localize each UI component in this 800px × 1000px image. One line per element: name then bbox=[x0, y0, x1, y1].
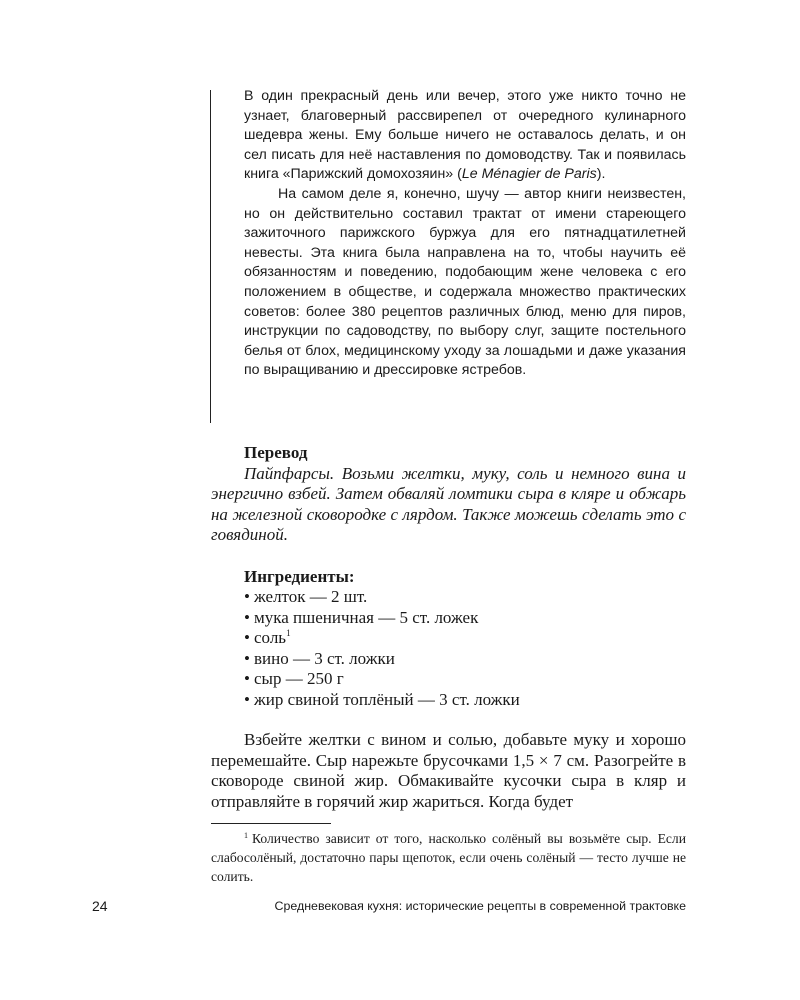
ingredient-item bbox=[244, 608, 686, 629]
ingredient-item bbox=[244, 649, 686, 670]
ingredient-text: желток — 2 шт. bbox=[254, 587, 368, 606]
bullet: • bbox=[244, 689, 250, 709]
footnote-separator bbox=[211, 823, 331, 824]
ingredients-heading: Ингредиенты: bbox=[244, 566, 355, 586]
bullet: • bbox=[244, 669, 250, 688]
ingredient-text: соль bbox=[254, 628, 287, 647]
translation-text: Пайпфарсы. Возьми желтки, муку, соль и немного вина и энергично взбей. Затем обваляй ломтики сыра в кляре и обжарь на железной сковородке с лярдом. Также можешь сделать это с говядиной. bbox=[211, 463, 686, 544]
running-footer-title: Средневековая кухня: исторические рецепты в современной трактовке bbox=[274, 899, 686, 913]
ingredients-list bbox=[211, 587, 686, 710]
ingredient-item bbox=[244, 628, 686, 649]
historical-note-paragraph-2: На самом деле я, конечно, шучу — автор книги неизвестен, но он действительно составил трактат от имени стареющего зажиточного парижского буржуа для его пятнадцатилетней невесты. Эта книга была направлена на то, чтобы научить её обязанностям и поведению, подобающим жене человека с его положением в обществе, и содержала множество практических советов: более 380 рецептов различных блюд, меню для пиров, инструкции по садоводству, по выбору слуг, защите постельного белья от блох, медицинскому уходу за лошадьми и даже указания по выращиванию и дрессировке ястребов. bbox=[244, 185, 686, 379]
footnote-mark: 1 bbox=[244, 831, 248, 840]
ingredient-text: вино — 3 ст. ложки bbox=[254, 648, 395, 668]
ingredient-text: сыр — 250 г bbox=[254, 669, 344, 688]
sidebar-vertical-rule bbox=[210, 90, 211, 423]
ingredient-item bbox=[244, 587, 686, 608]
translation-heading: Перевод bbox=[244, 443, 308, 462]
bullet: • bbox=[244, 628, 250, 647]
book-title-italic: Le Ménagier de Paris bbox=[461, 166, 597, 183]
historical-note-block bbox=[244, 87, 686, 381]
historical-note-paragraph-1 bbox=[244, 87, 686, 185]
footnote-text: Количество зависит от того, насколько солёный вы возьмёте сыр. Если слабосолёный, достаточно пары щепоток, если очень солёный — тесто лучше не солить. bbox=[211, 831, 686, 884]
ingredient-item bbox=[244, 690, 686, 711]
page-number: 24 bbox=[92, 898, 108, 914]
ingredient-item bbox=[244, 669, 686, 690]
historical-note-text-end: ). bbox=[596, 166, 606, 183]
ingredient-text: жир свиной топлёный — 3 ст. ложки bbox=[254, 689, 520, 709]
footnote-reference[interactable]: 1 bbox=[286, 628, 291, 638]
recipe-section bbox=[211, 443, 686, 812]
footnote bbox=[211, 829, 686, 886]
bullet: • bbox=[244, 648, 250, 668]
bullet: • bbox=[244, 587, 250, 606]
ingredient-text: мука пшеничная — 5 ст. ложек bbox=[254, 607, 479, 627]
bullet: • bbox=[244, 607, 250, 627]
historical-note-text: В один прекрасный день или вечер, этого уже никто точно не узнает, благоверный рассвирепел от очередного кулинарного шедевра жены. Ему больше ничего не оставалось делать, и он сел писать для неё наставления по домоводству. Так и появилась книга «Парижский домохозяин» ( bbox=[244, 88, 686, 183]
method-paragraph: Взбейте желтки с вином и солью, добавьте муку и хорошо перемешайте. Сыр нарежьте брусочками 1,5 × 7 см. Разогрейте в сковороде свиной жир. Обмакивайте кусочки сыра в кляр и отправляйте в горячий жир жариться. Когда будет bbox=[211, 730, 686, 811]
